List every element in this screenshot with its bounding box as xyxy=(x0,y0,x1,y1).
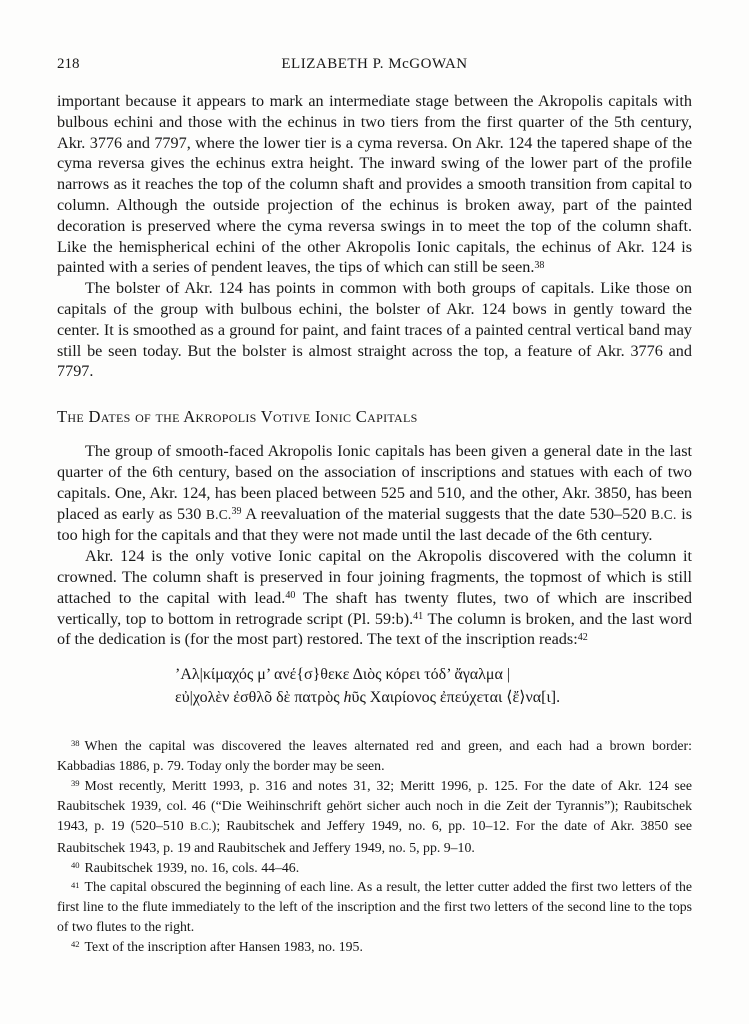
page-header xyxy=(57,56,692,74)
text-run: ’Αλ|κίμαχός μ’ ανέ{σ}θεκε Διὸς κόρει τόδ’ ἄγαλμα | xyxy=(175,666,511,684)
footnote-number: 41 xyxy=(71,879,80,890)
text-run: When the capital was discovered the leaves alternated red and green, and each had a brown border: Kabbadias 1886, p. 79. Today only the border may be seen. xyxy=(57,738,692,774)
text-run: ῦς Χαιρίονος ἐπεύχεται ⟨ἔ⟩να[ι]. xyxy=(351,688,561,706)
footnote-marker: 38 xyxy=(534,259,545,271)
text-run: A reevaluation of the material suggests that the date 530–520 xyxy=(241,504,652,523)
page-body xyxy=(57,91,692,957)
page-number: 218 xyxy=(57,56,80,72)
inscription-line xyxy=(175,664,692,687)
running-head: ELIZABETH P. McGOWAN xyxy=(281,56,468,72)
small-caps-run: B.C. xyxy=(651,506,677,522)
footnotes-section xyxy=(57,736,692,957)
paragraphs-before-heading xyxy=(57,91,692,382)
footnote xyxy=(57,776,692,858)
italic-run: h xyxy=(343,688,352,706)
text-run: The bolster of Akr. 124 has points in common with both groups of capitals. Like those on capitals of the group with bulbous echini, the bolster of Akr. 124 bows in gently toward the center. It is smoothed as a ground for paint, and faint traces of a painted central vertical band may still be seen today. But the bolster is almost straight across the top, a feature of Akr. 3776 and 7797. xyxy=(57,279,692,381)
footnote-number: 42 xyxy=(71,939,80,950)
footnote-number: 40 xyxy=(71,859,80,870)
footnote xyxy=(57,858,692,878)
inscription-line xyxy=(175,687,692,710)
text-run: The shaft has twenty flutes, two of which are inscribed vertically, top to bottom in retrograde script (Pl. 59:b). xyxy=(57,588,692,628)
footnote-number: 39 xyxy=(71,778,80,789)
text-run: Raubitschek 1939, no. 16, cols. 44–46. xyxy=(84,859,300,875)
greek-inscription xyxy=(175,664,692,709)
footnote-marker: 39 xyxy=(231,506,242,518)
footnote xyxy=(57,877,692,937)
footnote-number: 38 xyxy=(71,738,80,749)
text-run: is too high for the capitals and that they were not made until the last decade of the 6th century. xyxy=(57,504,692,545)
footnote xyxy=(57,736,692,776)
paragraph xyxy=(57,91,692,278)
text-run: important because it appears to mark an intermediate stage between the Akropolis capitals with bulbous echini and those with the echinus in two tiers from the first quarter of the 5th century, Akr. 3776 and 7797, where the lower tier is a cyma reversa. On Akr. 124 the tapered shape of the cyma reversa gives the echinus extra height. The inward swing of the lower part of the profile narrows as it reaches the top of the column shaft and provides a smooth transition from capital to column. Although the outside projection of the echinus is broken away, part of the painted decoration is preserved where the cyma reversa swings in to meet the top of the column shaft. Like the hemispherical echini of the other Akropolis Ionic capitals, the echinus of Akr. 124 is painted with a series of pendent leaves, the tips of which can still be seen. xyxy=(57,92,692,277)
text-run: Most recently, Meritt 1993, p. 316 and notes 31, 32; Meritt 1996, p. 125. For the date of Akr. 124 see Raubitschek 1939, col. 46 (“Die Weihinschrift gehört sicher auch noch in die Zeit der Tyrannis”); Raubitschek 1943, p. 19 (520–510 xyxy=(57,777,692,833)
small-caps-run: B.C. xyxy=(189,820,212,833)
text-run: ); Raubitschek and Jeffery 1949, no. 6, pp. 10–12. For the date of Akr. 3850 see Raubitschek 1943, p. 19 and Raubitschek and Jeffery 1949, no. 5, pp. 9–10. xyxy=(57,817,692,855)
footnote-marker: 42 xyxy=(577,631,588,643)
text-run: The column is broken, and the last word of the dedication is (for the most part) restored. The text of the inscription reads: xyxy=(57,609,692,649)
text-run: The capital obscured the beginning of each line. As a result, the letter cutter added the first two letters of the first line to the flute immediately to the left of the inscription and the first two letters of the second line to the tops of two flutes to the right. xyxy=(57,879,692,935)
footnote-marker: 41 xyxy=(413,611,424,623)
paragraph xyxy=(57,278,692,382)
paragraph xyxy=(57,546,692,650)
text-run: Text of the inscription after Hansen 1983, no. 195. xyxy=(84,939,363,955)
paragraphs-after-heading xyxy=(57,441,692,650)
footnote xyxy=(57,937,692,957)
footnote-marker: 40 xyxy=(285,590,296,602)
small-caps-run: B.C. xyxy=(205,506,232,522)
paragraph xyxy=(57,441,692,546)
text-run: εὐ|χολὲν ἐσθλõ δὲ πατρὸς xyxy=(175,688,344,706)
text-run: The group of smooth-faced Akropolis Ionic capitals has been given a general date in the last quarter of the 6th century, based on the association of inscriptions and statues with each of two capitals. One, Akr. 124, has been placed between 525 and 510, and the other, Akr. 3850, has been placed as early as 530 xyxy=(57,442,692,523)
section-heading: The Dates of the Akropolis Votive Ionic Capitals xyxy=(57,407,418,427)
text-run: Akr. 124 is the only votive Ionic capital on the Akropolis discovered with the column it crowned. The column shaft is preserved in four joining fragments, the topmost of which is still attached to the capital with lead. xyxy=(57,547,692,607)
